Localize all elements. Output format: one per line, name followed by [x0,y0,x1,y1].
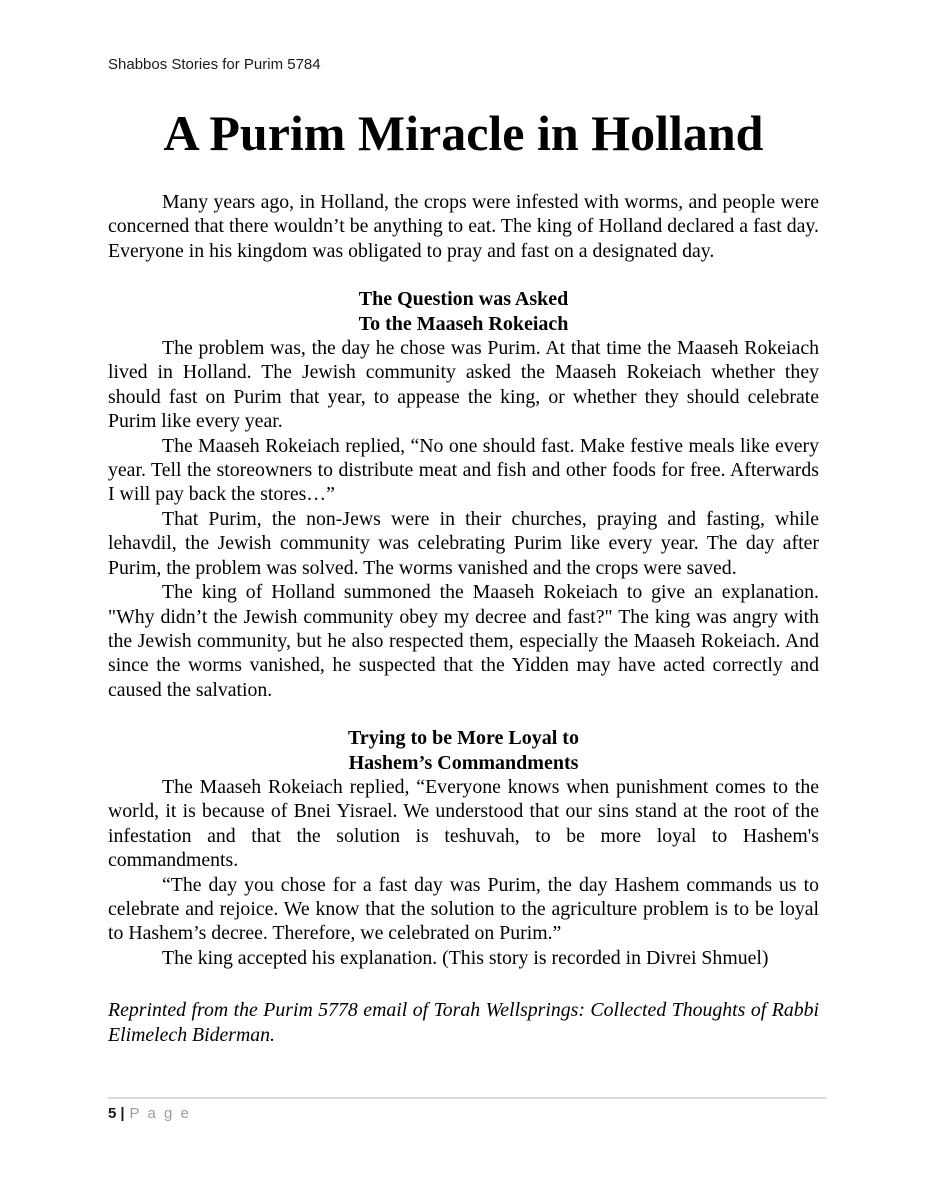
section-heading: The Question was Asked To the Maaseh Rokeiach [358,288,569,335]
body-paragraph: “The day you chose for a fast day was Purim, the day Hashem commands us to celebrate and rejoice. We know that the solution to the agriculture problem is to be loyal to Hashem’s decree. Therefore, we celebrated on Purim.” [108,873,819,945]
footer-text [108,1105,827,1122]
page-footer [108,1097,827,1122]
body-paragraph: That Purim, the non-Jews were in their churches, praying and fasting, while lehavdil, the Jewish community was celebrating Purim like every year. The day after Purim, the problem was solved. The worms vanished and the crops were saved. [108,507,819,579]
running-header: Shabbos Stories for Purim 5784 [108,56,321,73]
section-heading: Trying to be More Loyal to Hashem’s Commandments [348,727,579,774]
attribution-note: Reprinted from the Purim 5778 email of Torah Wellsprings: Collected Thoughts of Rabbi Elimelech Biderman. [108,999,819,1046]
body-paragraph: The king accepted his explanation. (This story is recorded in Divrei Shmuel) [162,946,769,969]
body-paragraph: The king of Holland summoned the Maaseh Rokeiach to give an explanation. "Why didn’t the Jewish community obey my decree and fast?" The king was angry with the Jewish community, but he also respected them, especially the Maaseh Rokeiach. And since the worms vanished, he suspected that the Yidden may have acted correctly and caused the salvation. [108,581,819,701]
body-paragraph: The Maaseh Rokeiach replied, “No one should fast. Make festive meals like every year. Tell the storeowners to distribute meat and fish and other foods for free. Afterwards I will pay back the stores…” [108,434,819,506]
body-paragraph: Many years ago, in Holland, the crops were infested with worms, and people were concerned that there wouldn’t be anything to eat. The king of Holland declared a fast day. Everyone in his kingdom was obligated to pray and fast on a designated day. [108,191,819,262]
page-label: P a g e [129,1105,191,1122]
body-paragraph: The Maaseh Rokeiach replied, “Everyone knows when punishment comes to the world, it is because of Bnei Yisrael. We understood that our sins stand at the root of the infestation and that the solution is teshuvah, to be more loyal to Hashem's commandments. [108,775,819,872]
document-body [108,190,819,1047]
footer-separator: | [120,1105,125,1122]
footer-divider [108,1097,827,1099]
page-title: A Purim Miracle in Holland [163,105,764,161]
body-paragraph: The problem was, the day he chose was Purim. At that time the Maaseh Rokeiach lived in Holland. The Jewish community asked the Maaseh Rokeiach whether they should fast on Purim that year, to appease the king, or whether they should celebrate Purim like every year. [108,337,819,433]
page-number: 5 [108,1105,117,1122]
